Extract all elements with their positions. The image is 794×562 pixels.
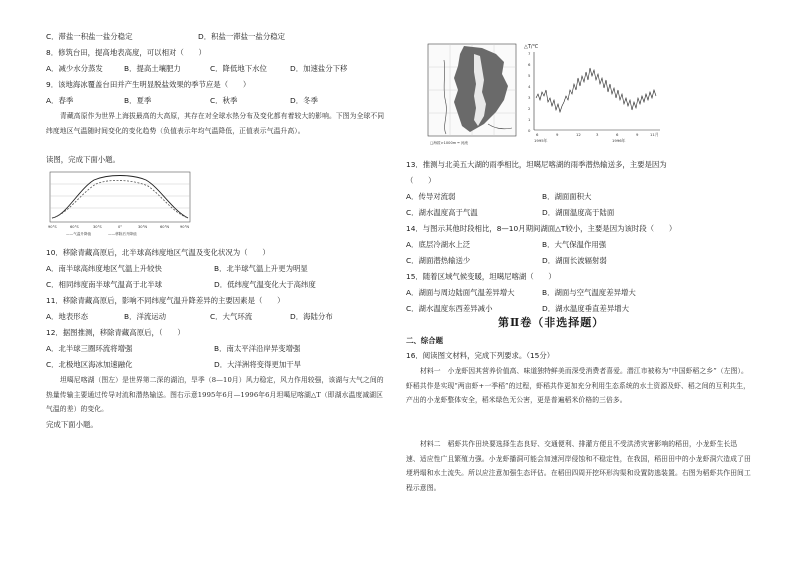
y-tick-1: 1 — [528, 117, 531, 122]
q9-option-c: C．秋季 — [210, 96, 238, 105]
q10-option-c: C．相同纬度南半球气温高于北半球 — [46, 280, 163, 289]
read-instruction-2: 完成下面小题。 — [46, 420, 98, 429]
q10-stem: 10．移除青藏高原后，北半球高纬度地区气温及变化状况为（ ） — [46, 248, 270, 257]
legend-b: ——移除后升降值 — [108, 232, 137, 236]
q13-paren: （ ） — [406, 176, 436, 185]
x-tick-jun96: 6 — [616, 132, 619, 137]
q12-option-c: C．北极地区海冰加速融化 — [46, 360, 133, 369]
q14-option-b: B．大气保温作用强 — [542, 240, 607, 249]
q8-stem: 8．修筑台田，提高地表高度，可以相对（ ） — [46, 48, 206, 57]
y-tick-4: 4 — [528, 84, 531, 89]
q8-option-b: B．提高土壤肥力 — [124, 64, 181, 73]
y-tick-7: 7 — [528, 51, 531, 56]
q8-option-d: D．加速盐分下移 — [290, 64, 348, 73]
q9-option-b: B．夏季 — [124, 96, 152, 105]
q12-option-a: A．北半球三圈环流将增强 — [46, 344, 133, 353]
q13-option-b: B．湖面面积大 — [542, 192, 592, 201]
q15-option-a: A．湖面与周边陆面气温差异增大 — [406, 288, 515, 297]
q14-option-d: D．湖面长波辐射弱 — [542, 256, 607, 265]
passage-tanganyika: 坦噶尼喀湖（图左）是世界第二深的湖泊，旱季（8—10月）风力稳定，风力作用较强，该湖与大气之间的热量传输主要通过传导对流和潜热输送。图右示意1995年6月—1996年6月坦噶尼喀湖△T（即湖水温度减湖区气温的差）的变化。 — [46, 376, 384, 413]
x-tick-7: 90°N — [180, 225, 190, 229]
y-tick-0: 0 — [528, 128, 531, 133]
q15-option-b: B．湖面与空气温度差异增大 — [542, 288, 636, 297]
x-tick-mar96: 3 — [596, 132, 599, 137]
y-tick-6: 6 — [528, 62, 531, 67]
read-instruction: 读图，完成下面小题。 — [46, 155, 120, 164]
q14-option-a: A．底层冷湖水上泛 — [406, 240, 471, 249]
year-1995: 1995年 — [534, 138, 548, 143]
q15-option-d: D．湖水温度垂直差异增大 — [542, 304, 629, 313]
delta-t-series — [536, 68, 656, 112]
q8-option-a: A．减少水分蒸发 — [46, 64, 103, 73]
q10-option-a: A．南半球高纬度地区气温上升较快 — [46, 264, 162, 273]
x-tick-6: 60°N — [160, 225, 170, 229]
x-tick-sep96: 9 — [636, 132, 639, 137]
q7-option-c: C．滞盐一积盐一盐分稳定 — [46, 32, 133, 41]
x-tick-5: 30°N — [138, 225, 148, 229]
x-tick-dec95: 12 — [576, 132, 581, 137]
x-tick-jun95: 6 — [536, 132, 539, 137]
x-tick-sep95: 9 — [556, 132, 559, 137]
q15-stem: 15．随着区域气候变暖，坦噶尼喀湖（ ） — [406, 272, 556, 281]
chart-y-label: △T/℃ — [524, 44, 539, 50]
q9-option-a: A．春季 — [46, 96, 74, 105]
q12-option-b: B．南太平洋沿岸异变增强 — [214, 344, 301, 353]
map-legend: □海拔>1000m ━ 河流 — [430, 141, 468, 145]
x-tick-nov96: 11月 — [650, 132, 659, 137]
q11-option-a: A．地表形态 — [46, 312, 89, 321]
temperature-latitude-chart — [46, 170, 196, 238]
q16-stem: 16．阅读图文材料，完成下列要求。（15分） — [406, 351, 555, 360]
q11-option-b: B．洋流运动 — [124, 312, 167, 321]
q8-option-c: C．降低地下水位 — [210, 64, 267, 73]
q10-option-b: B．北半球气温上升更为明显 — [214, 264, 308, 273]
q13-stem: 13．推测与北美五大湖的雨季相比，坦噶尼喀湖的雨季潜热输送多，主要是因为 — [406, 160, 667, 169]
x-tick-1: 90°S — [48, 225, 57, 229]
y-tick-3: 3 — [528, 95, 531, 100]
q14-option-c: C．湖面潜热输送少 — [406, 256, 471, 265]
q7-option-d: D．积盐一滞盐一盐分稳定 — [198, 32, 285, 41]
x-tick-3: 30°S — [93, 225, 102, 229]
q13-option-d: D．湖面温度高于陆面 — [542, 208, 615, 217]
q9-option-d: D．冬季 — [290, 96, 318, 105]
q11-stem: 11．移除青藏高原后，影响不同纬度气温升降差异的主要因素是（ ） — [46, 296, 285, 305]
series-line-1 — [52, 176, 188, 219]
year-1996: 1996年 — [612, 138, 626, 143]
q15-option-c: C．湖水温度东西差异减小 — [406, 304, 493, 313]
q9-stem: 9．该地海冰覆盖台田并产生明显脱盐效果的季节应是（ ） — [46, 80, 251, 89]
material-1: 材料一 小龙虾因其营养价值高、味道独特鲜美而深受消费者喜爱。潜江市被称为“中国虾稻之乡”（左图）。虾稻共作是实现“两亩虾+一季稻”的过程，虾稻共作更加充分利用生态系统的水土资源及虾、稻之间的互利共生，产出的小龙虾整体安全，稻米绿色无公害，更是普遍稻米价格的三倍多。 — [406, 367, 750, 404]
material-2: 材料二 稻虾共作田块要选择生态良好、交通便利、排灌方便且不受洪涝灾害影响的稻田，小龙虾生长迅速、适应性广且繁殖力强。小龙虾播洞可能会加速河岸侵蚀和不稳定性，在我国，稻田田中的小龙虾洞穴造成了田埂坍塌和水土流失。所以应注意加强生态评估。在稻田四周开挖环形沟渠和设置防逃装置。右图为稻虾共作田间工程示意图。 — [406, 440, 751, 492]
q12-option-d: D．大洋洲将变得更加干旱 — [214, 360, 301, 369]
y-tick-2: 2 — [528, 106, 531, 111]
x-tick-2: 60°S — [70, 225, 79, 229]
lake-map-figure — [424, 40, 520, 148]
x-tick-4: 0° — [118, 225, 123, 229]
y-tick-5: 5 — [528, 73, 531, 78]
section-subtitle: 二、综合题 — [406, 336, 443, 345]
delta-t-chart — [518, 40, 668, 148]
q13-option-a: A．传导对流弱 — [406, 192, 456, 201]
q10-option-d: D．低纬度气温变化大于高纬度 — [214, 280, 316, 289]
q14-stem: 14．与图示其他时段相比，8—10月期间湖面△T较小，主要是因为该时段（ ） — [406, 224, 677, 233]
legend-a: ——气温升降值 — [66, 232, 92, 236]
section-title: 第Ⅱ卷（非选择题） — [498, 316, 605, 329]
q13-option-c: C．湖水温度高于气温 — [406, 208, 478, 217]
passage-tibet: 青藏高原作为世界上海拔最高的大高原，其存在对全球水热分布及变化都有着较大的影响。下图为全球不同纬度地区气温随时间变化的变化趋势（负值表示年均气温降低，正值表示气温升高）。 — [46, 112, 385, 135]
series-line-2 — [52, 180, 188, 218]
q11-option-c: C．大气环流 — [210, 312, 253, 321]
q12-stem: 12．据图推测，移除青藏高原后，（ ） — [46, 328, 185, 337]
q11-option-d: D．海陆分布 — [290, 312, 333, 321]
